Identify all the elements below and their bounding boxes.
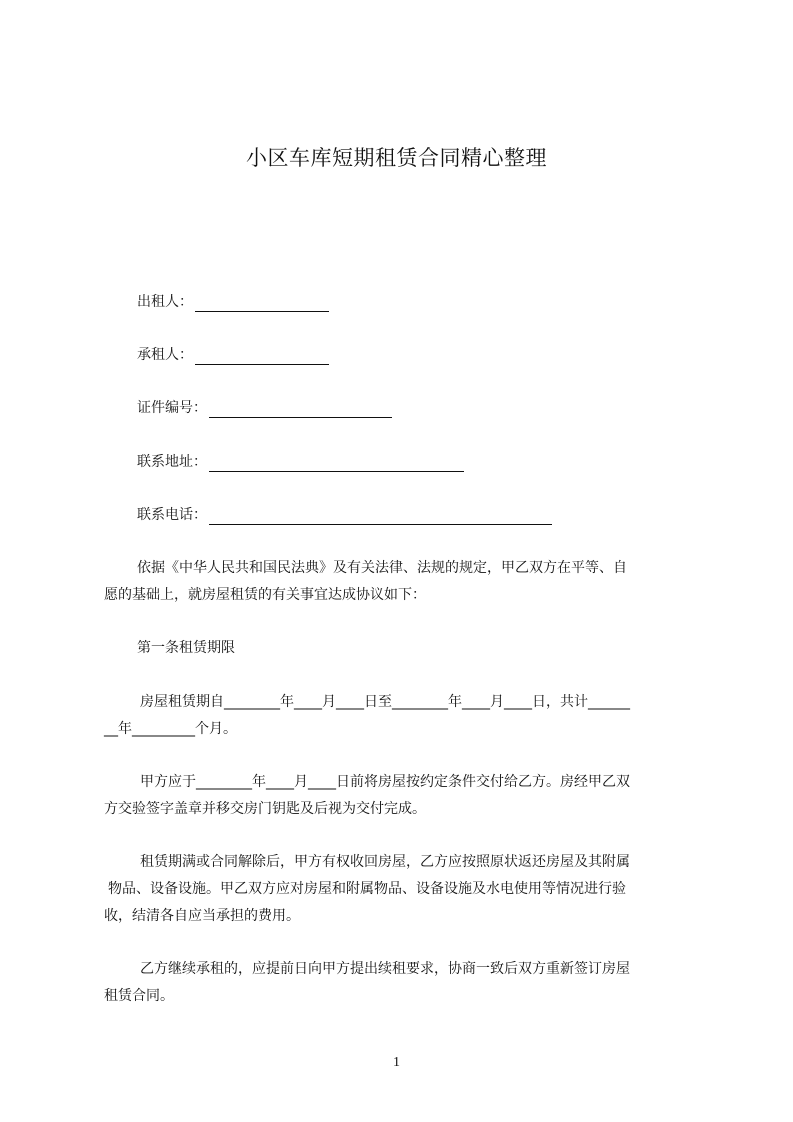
intro-line-1: 依据《中华人民共和国民法典》及有关法律、法规的规定，甲乙双方在平等、自	[137, 560, 627, 576]
page-number: 1	[393, 1055, 400, 1070]
document-title: 小区车库短期租赁合同精心整理	[246, 146, 547, 170]
term-line-1: 房屋租赁期自________年____月____日至________年____月____日，共计______	[140, 694, 630, 710]
address-blank[interactable]	[209, 457, 464, 472]
expiry-line-1: 租赁期满或合同解除后，甲方有权收回房屋，乙方应按照原状返还房屋及其附属	[140, 854, 630, 870]
lessee-label: 承租人：	[137, 347, 193, 363]
article-1-heading: 第一条租赁期限	[137, 640, 235, 656]
lessor-field	[137, 292, 329, 312]
lessee-field	[137, 345, 329, 365]
phone-label: 联系电话：	[137, 507, 207, 523]
renewal-line-2: 租赁合同。	[104, 988, 174, 1004]
term-line-2: __年_________个月。	[104, 721, 237, 737]
expiry-line-2: 物品、设备设施。甲乙双方应对房屋和附属物品、设备设施及水电使用等情况进行验	[108, 881, 626, 897]
phone-field	[137, 505, 552, 525]
lessor-label: 出租人：	[137, 294, 193, 310]
lessor-blank[interactable]	[195, 297, 329, 312]
delivery-line-1: 甲方应于________年____月____日前将房屋按约定条件交付给乙方。房经甲乙双	[140, 774, 630, 790]
id-number-blank[interactable]	[209, 403, 392, 418]
id-number-field	[137, 398, 392, 418]
intro-line-2: 愿的基础上，就房屋租赁的有关事宜达成协议如下：	[104, 587, 426, 603]
address-label: 联系地址：	[137, 454, 207, 470]
renewal-line-1: 乙方继续承租的，应提前日向甲方提出续租要求，协商一致后双方重新签订房屋	[140, 961, 630, 977]
delivery-line-2: 方交验签字盖章并移交房门钥匙及后视为交付完成。	[104, 801, 426, 817]
address-field	[137, 452, 464, 472]
phone-blank[interactable]	[209, 510, 552, 525]
expiry-line-3: 收，结清各自应当承担的费用。	[104, 908, 300, 924]
lessee-blank[interactable]	[195, 350, 329, 365]
id-number-label: 证件编号：	[137, 400, 207, 416]
